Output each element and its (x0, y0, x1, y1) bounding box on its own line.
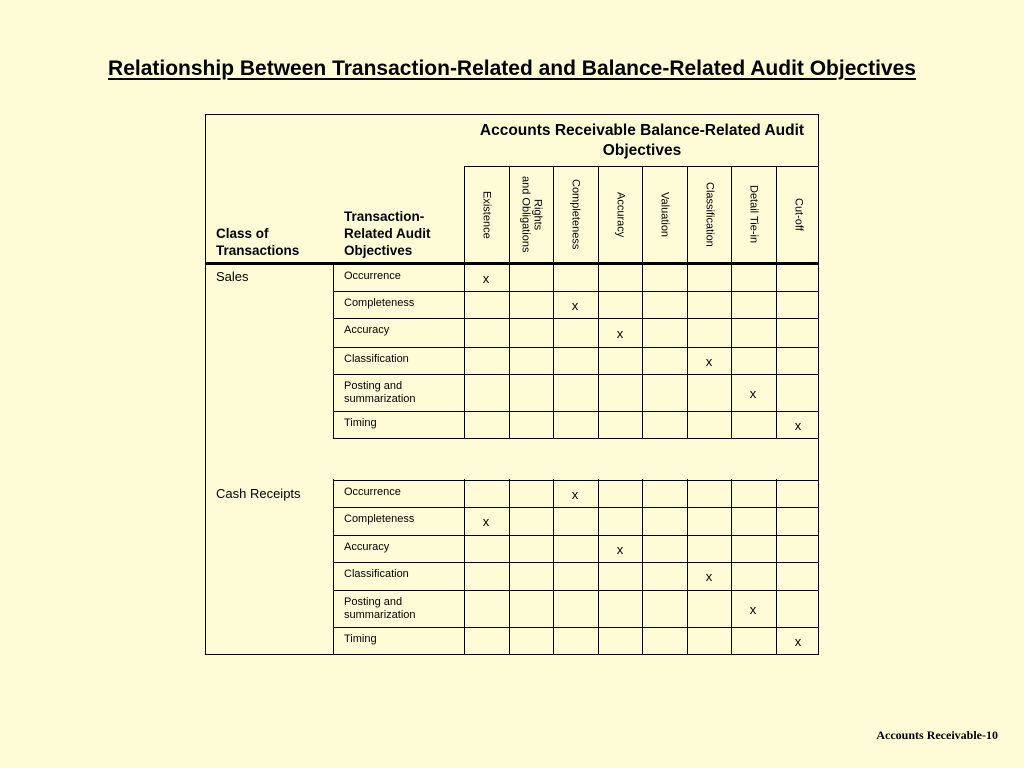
transaction-class-label: Cash Receipts (216, 486, 301, 501)
balance-objective-header (687, 167, 732, 262)
balance-objectives-group-header: Accounts Receivable Balance-Related Audit Objectives (479, 122, 805, 159)
balance-column-rule (731, 479, 732, 655)
transaction-class-label: Sales (216, 269, 249, 284)
balance-column-rule (598, 479, 599, 655)
balance-column-rule (687, 479, 688, 655)
transaction-objective-label: Posting and summarization (344, 596, 416, 621)
objective-column-rule (333, 479, 334, 655)
balance-column-rule (776, 479, 777, 655)
balance-objective-label: Classification (703, 182, 716, 247)
balance-objective-header (731, 167, 776, 262)
balance-column-rule (553, 263, 554, 439)
transaction-objective-label: Occurrence (344, 486, 401, 498)
objective-mark: x (616, 542, 624, 557)
header-bottom-rule (206, 262, 818, 265)
row-rule (333, 438, 818, 439)
row-rule (333, 627, 818, 628)
balance-column-rule (642, 479, 643, 655)
balance-objective-label: Cut-off (792, 198, 805, 231)
balance-column-rule (464, 263, 465, 439)
balance-objective-label: Rights and Obligations (519, 176, 544, 253)
balance-objective-label: Completeness (569, 179, 582, 250)
transaction-objectives-header: Transaction-Related Audit Objectives (344, 209, 431, 258)
slide-title: Relationship Between Transaction-Related and Balance-Related Audit Objectives (108, 57, 916, 80)
objective-mark: x (616, 326, 624, 341)
transaction-objective-label: Timing (344, 417, 377, 429)
row-rule (333, 374, 818, 375)
row-rule (333, 318, 818, 319)
audit-objectives-matrix (205, 114, 819, 655)
balance-objective-header (598, 167, 643, 262)
row-rule (333, 535, 818, 536)
transaction-objective-label: Timing (344, 633, 377, 645)
objective-mark: x (571, 487, 579, 502)
objective-mark: x (705, 569, 713, 584)
row-rule (333, 291, 818, 292)
balance-column-rule (598, 263, 599, 439)
objective-mark: x (705, 354, 713, 369)
row-rule (333, 562, 818, 563)
objective-mark: x (482, 271, 490, 286)
balance-objective-label: Valuation (658, 191, 671, 238)
balance-objective-header (509, 167, 554, 262)
transaction-objective-label: Accuracy (344, 541, 390, 553)
objective-mark: x (794, 634, 802, 649)
transaction-objective-label: Classification (344, 568, 409, 580)
balance-column-rule (464, 479, 465, 655)
transaction-objective-label: Completeness (344, 297, 415, 309)
slide-footer: Accounts Receivable-10 (876, 728, 998, 742)
row-rule (333, 654, 818, 655)
balance-column-rule (731, 263, 732, 439)
balance-column-rule (509, 479, 510, 655)
balance-objective-header (464, 167, 509, 262)
objective-mark: x (749, 386, 757, 401)
objective-column-rule (333, 263, 334, 439)
transaction-objective-label: Occurrence (344, 270, 401, 282)
objective-mark: x (482, 514, 490, 529)
balance-objective-header (776, 167, 821, 262)
balance-objective-label: Accuracy (614, 191, 627, 238)
balance-objective-header (553, 167, 598, 262)
balance-column-rule (509, 263, 510, 439)
transaction-objective-label: Completeness (344, 513, 415, 525)
objective-mark: x (794, 418, 802, 433)
objective-mark: x (571, 298, 579, 313)
row-rule (333, 507, 818, 508)
row-rule (333, 347, 818, 348)
transaction-objective-label: Classification (344, 353, 409, 365)
balance-column-rule (776, 263, 777, 439)
class-of-transactions-header: Class of Transactions (216, 226, 300, 258)
row-rule (333, 590, 818, 591)
row-rule (333, 411, 818, 412)
transaction-objective-label: Posting and summarization (344, 380, 416, 405)
section-gap-rule (333, 480, 818, 481)
balance-column-rule (687, 263, 688, 439)
balance-objective-label: Existence (480, 190, 493, 239)
balance-objective-label: Detail Tie-in (747, 185, 760, 244)
transaction-objective-label: Accuracy (344, 324, 390, 336)
balance-column-rule (553, 479, 554, 655)
balance-objective-header (642, 167, 687, 262)
balance-column-rule (642, 263, 643, 439)
objective-mark: x (749, 602, 757, 617)
